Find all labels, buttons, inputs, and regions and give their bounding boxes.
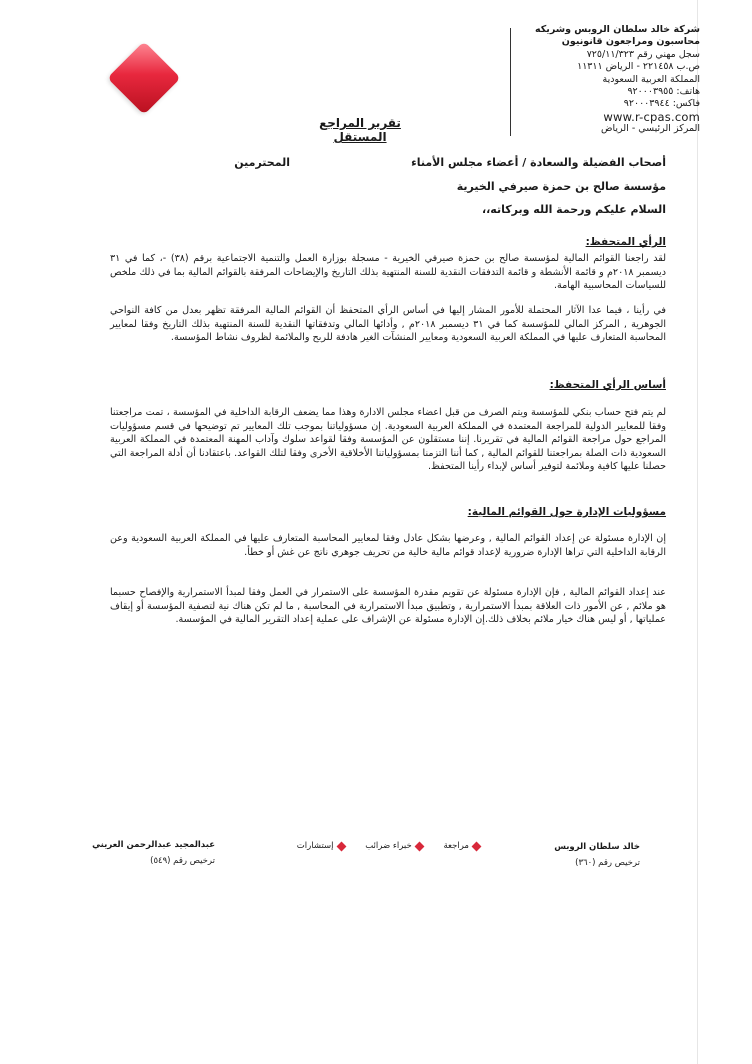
paragraph-basis: لم يتم فتح حساب بنكي للمؤسسة ويتم الصرف من قبل اعضاء مجلس الادارة وهذا مما يضعف الرقابة الداخلية في المؤسسة ، تمت مراجعتنا وفقا للمعايير الدولية للمراجعة المعتمدة في المملكة العربية السعودية. إن مسؤولياتنا بموجب تلك المعايير تم توضيحها في قسم مسؤوليات المراجع حول مراجعة القوائم المالية في تقريرنا. إننا مستقلون عن المؤسسة وفقا لقواعد سلوك وآداب المهنة المعتمدة في المملكة العربية السعودية ذات الصلة بمراجعتنا للقوائم المالية , كما أننا التزمنا بمسؤولياتنا الأخلاقية الأخرى وفقا لتلك القواعد. باعتقادنا أن أدلة المراجعة التي حصلنا عليها كافية وملائمة لتوفير أساس لإبداء رأينا المتحفظ. — [110, 407, 666, 473]
firm-country: المملكة العربية السعودية — [602, 73, 700, 85]
page-edge-line — [697, 0, 698, 1064]
paragraph-opinion-1: لقد راجعنا القوائم المالية لمؤسسة صالح بن حمزة صيرفي الخيرية - مسجلة بوزارة العمل والتنمية الاجتماعية برقم (٣٨) -، كما في ٣١ ديسمبر ٢٠١٨م و قائمة الأنشطة و قائمة التدفقات النقدية للسنة المنتهية بذلك التاريخ والإيضاحات المرفقة بالقوائم المالية بما في ذلك ملخص للسياسات المحاسبية الهامة. — [110, 253, 667, 292]
partner-left-license: ترخيص رقم (٥٤٩) — [150, 856, 215, 866]
firm-name: شركة خالد سلطان الروبس وشريكه — [534, 24, 700, 35]
firm-phone: هاتف: ٩٢٠٠٠٣٩٥٥ — [627, 86, 700, 98]
paragraph-management-2: عند إعداد القوائم المالية , فإن الإدارة مسئولة عن تقويم مقدرة المؤسسة على الاستمرار في العمل وفقا لمبدأ الاستمرارية والإفصاح حسبما هو ملائم , عن الأمور ذات العلاقة بمبدأ الاستمرارية , وتطبيق مبدأ الاستمرارية في المحاسبة , ما لم تكن هناك نية لتصفية المؤسسة أو إيقاف عملياتها , أو ليس هناك خيار ملائم بخلاف ذلك.إن الإدارة مسئولة عن الإشراف على عملية إعداد التقرير المالية في المؤسسة. — [110, 587, 666, 626]
firm-subtitle: محاسبون ومراجعون قانونيون — [561, 36, 700, 48]
partner-right-license: ترخيص رقم (٣٦٠) — [575, 858, 640, 868]
report-title: تقرير المراجع المستقل — [319, 116, 401, 144]
paragraph-management-1: إن الإدارة مسئولة عن إعداد القوائم المالية , وعرضها بشكل عادل وفقا لمعايير المحاسبة المتعارف عليها في المملكة العربية السعودية وعن الرقابة الداخلية التي تراها الإدارة ضرورية لإعداد قوائم مالية خالية من تحريف جوهري ناتج عن غش أو خطأ. — [110, 533, 666, 558]
firm-po-box: ص.ب ٢٢١٤٥٨ - الرياض ١١٣١١ — [577, 61, 700, 73]
honorific: المحترمين — [234, 156, 290, 169]
letterhead-divider — [510, 28, 511, 136]
diamond-icon — [414, 841, 424, 851]
firm-fax: فاكس: ٩٢٠٠٠٣٩٤٤ — [623, 98, 700, 110]
partner-right-name: خالد سلطان الروبس — [554, 842, 640, 852]
footer-partner-left — [80, 840, 215, 866]
service-consulting: إستشارات — [296, 841, 334, 851]
paragraph-opinion-2: في رأينا ، فيما عدا الآثار المحتملة للأمور المشار إليها في أساس الرأي المتحفظ أن القوائم المالية المرفقة تظهر بعدل من كافة النواحي الجوهرية , المركز المالي للمؤسسة كما في ٣١ ديسمبر ٢٠١٨م , وأدائها المالي وتدفقاتها النقدية للسنة المنتهية بذلك التاريخ وفقا لمعايير المحاسبة المتعارف عليها في المملكة العربية السعودية ومعايير المنشآت الغير هادفة للربح والملائمة لظروف نشاط المؤسسة. — [110, 305, 666, 344]
firm-website[interactable]: www.r-cpas.com — [603, 109, 700, 124]
footer-partner-right — [520, 842, 640, 868]
firm-registration: سجل مهني رقم ٧٢٥/١١/٣٢٣ — [586, 48, 700, 60]
heading-management: مسؤوليات الإدارة حول القوائم المالية: — [467, 506, 666, 518]
firm-hq: المركز الرئيسي - الرياض — [601, 123, 700, 135]
greeting: السلام عليكم ورحمة الله وبركاته،، — [481, 203, 666, 216]
service-tax: خبراء ضرائب — [365, 841, 412, 851]
recipients-line: أصحاب الفضيلة والسعادة / أعضاء مجلس الأمناء — [411, 156, 666, 169]
service-audit: مراجعة — [443, 841, 469, 851]
services-strip — [260, 841, 480, 853]
heading-basis: أساس الرأي المتحفظ: — [549, 379, 666, 391]
service-item — [443, 841, 480, 851]
service-item — [365, 841, 423, 851]
entity-name: مؤسسة صالح بن حمزة صيرفي الخيرية — [456, 180, 666, 193]
partner-left-name: عبدالمجيد عبدالرحمن العريني — [92, 840, 215, 850]
diamond-icon — [472, 841, 482, 851]
firm-letterhead — [520, 24, 700, 136]
firm-logo — [107, 41, 181, 115]
heading-qualified-opinion: الرأي المتحفظ: — [585, 236, 666, 248]
service-item — [297, 841, 345, 851]
diamond-icon — [336, 841, 346, 851]
